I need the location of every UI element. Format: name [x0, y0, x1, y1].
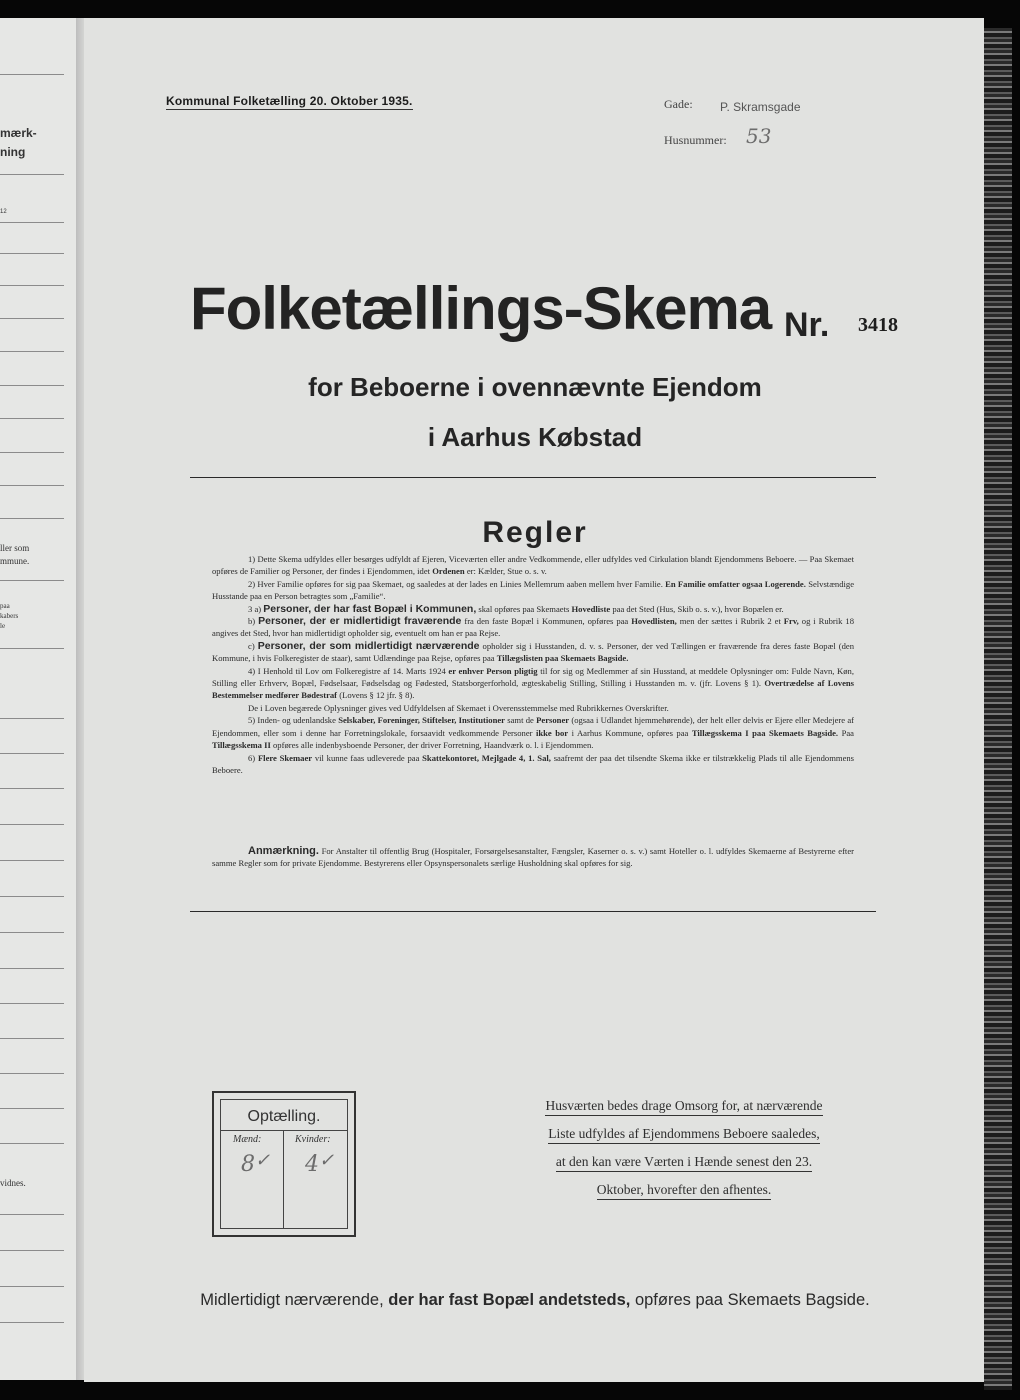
- form-line: [0, 824, 64, 825]
- count-column-divider: [283, 1130, 284, 1228]
- count-box-inner: [220, 1099, 348, 1229]
- adjacent-text: ller som: [0, 543, 30, 553]
- form-line: [0, 718, 64, 719]
- house-number-label: Husnummer:: [664, 133, 727, 147]
- adjacent-text: ning: [0, 145, 26, 159]
- form-line: [0, 1073, 64, 1074]
- form-line: [0, 580, 64, 581]
- form-line: [0, 1038, 64, 1039]
- adjacent-text: le: [0, 622, 6, 630]
- form-line: [0, 1003, 64, 1004]
- form-line: [0, 968, 64, 969]
- notice-line: Husværten bedes drage Omsorg for, at nærværende: [545, 1098, 822, 1116]
- count-title: Optælling.: [247, 1108, 321, 1125]
- house-number-value: 53: [746, 124, 772, 148]
- form-line: [0, 1214, 64, 1215]
- notice-line: at den kan være Værten i Hænde senest den 23.: [556, 1154, 812, 1172]
- form-line: [0, 648, 64, 649]
- divider-rule: [190, 911, 876, 912]
- adjacent-text: vidnes.: [0, 1178, 26, 1188]
- form-line: [0, 351, 64, 352]
- divider-rule: [190, 477, 876, 478]
- rule-3a: 3 a) Personer, der har fast Bopæl i Kommunen, skal opføres paa Skemaets Hovedliste paa det Sted (Hus, Skib o. s. v.), hvor Bopælen er.: [248, 602, 784, 615]
- count-box: [212, 1091, 356, 1237]
- census-heading: Kommunal Folketælling 20. Oktober 1935.: [166, 94, 413, 108]
- rules-heading: Regler: [482, 516, 588, 549]
- form-line: [0, 74, 64, 75]
- men-label: Mænd:: [233, 1134, 262, 1145]
- form-line: [0, 174, 64, 175]
- adjacent-text: paa: [0, 602, 10, 610]
- women-count: 4: [305, 1152, 319, 1177]
- form-line: [0, 788, 64, 789]
- book-binding: [984, 28, 1012, 1390]
- street-label: Gade:: [664, 97, 693, 111]
- check-mark-icon: ✓: [255, 1150, 271, 1171]
- rule-6: 6) Flere Skemaer vil kunne faas udleverede paa Skattekontoret, Mejlgade 4, 1. Sal, saafremt der paa det tilsendte Skema ikke er tilstrækkelig Plads til alle Ejendommens Beboere.: [212, 752, 855, 775]
- form-line: [0, 1250, 64, 1251]
- adjacent-text: 12: [0, 209, 7, 215]
- form-number: 3418: [858, 314, 898, 336]
- notice-line: Liste udfyldes af Ejendommens Beboere saaledes,: [548, 1126, 819, 1144]
- form-line: [0, 485, 64, 486]
- remark-label: Anmærkning.: [248, 845, 319, 857]
- remark-paragraph: [212, 845, 854, 870]
- number-label: Nr.: [784, 306, 830, 344]
- women-label: Kvinder:: [295, 1134, 331, 1145]
- form-line: [0, 222, 64, 223]
- form-line: [0, 418, 64, 419]
- form-line: [0, 518, 64, 519]
- form-line: [0, 753, 64, 754]
- adjacent-page: [0, 18, 80, 1380]
- form-line: [0, 385, 64, 386]
- rule-3b: b) Personer, der er midlertidigt fraværende fra den faste Bopæl i Kommunen, opføres paa Hovedlisten, men der sættes i Rubrik 2 et Frv, og i Rubrik 18 angives det Sted, hvor han midlertidigt opholder sig, eventuelt om han er paa Rejse.: [212, 615, 854, 639]
- landlord-notice: [512, 1098, 856, 1210]
- form-line: [0, 1143, 64, 1144]
- form-line: [0, 285, 64, 286]
- form-line: [0, 932, 64, 933]
- rule-4: 4) I Henhold til Lov om Folkeregistre af 14. Marts 1924 er enhver Person pligtig til for sig og Medlemmer af sin Husstand, at meddele Oplysninger om: Fulde Navn, Køn, Stilling eller Erhverv, Bopæl, Fødselsaar, Fødselsdag og Fødested, Statsborgerforhold, ægteskabelig Stilling, Stilling i Husstanden m. v. (jfr. Lovens § 1). Overtrædelse af Lovens Bestemmelser medfører Bødestraf (Lovens § 12 jfr. § 8).: [212, 665, 855, 701]
- rule-3c: c) Personer, der som midlertidigt nærværende opholder sig i Husstanden, d. v. s. Personer, der ved Tællingen er fraværende fra deres faste Bopæl (den Kommune, i hvis Folkeregister de staar), samt Udlændinge paa Rejse, opføres paa Tillægslisten paa Skemaets Bagside.: [212, 639, 855, 664]
- remark-text: For Anstalter til offentlig Brug (Hospitaler, Forsørgelsesanstalter, Fængsler, Kaserner o. s. v.) samt Hoteller o. l. udfyldes Skemaerne af Bestyrerne efter samme Regler som for private Ejendomme. Bestyrerens eller Opsynspersonalets særlige Husholdning skal opføres for sig.: [212, 846, 854, 869]
- form-line: [0, 253, 64, 254]
- footer-note: Midlertidigt nærværende, der har fast Bopæl andetsteds, opføres paa Skemaets Bagside.: [200, 1291, 870, 1309]
- form-line: [0, 1108, 64, 1109]
- form-line: [0, 452, 64, 453]
- rule-2: 2) Hver Familie opføres for sig paa Skemaet, og saaledes at der lades en Linies Mellemrum aaben mellem hver Familie. En Familie omfatter ogsaa Logerende. Selvstændige Husstande paa en Person betragtes som „Familie“.: [212, 578, 855, 602]
- form-subtitle: for Beboerne i ovennævnte Ejendom: [308, 372, 762, 402]
- street-value: P. Skramsgade: [720, 100, 801, 114]
- men-count: 8: [241, 1152, 255, 1177]
- rule-4-note: De i Loven begærede Oplysninger gives ved Udfyldelsen af Skemaet i Overensstemmelse med Rubrikkernes Overskrifter.: [248, 702, 669, 713]
- rule-1: 1) Dette Skema udfyldes eller besørges udfyldt af Ejeren, Viceværten eller andre Vedkommende, eller udfyldes ved Cirkulation blandt Ejendommens Beboere. — Paa Skemaet opføres de Familier og Personer, der findes i Ejendommen, idet Ordenen er: Kælder, Stue o. s. v.: [212, 554, 854, 577]
- form-line: [0, 1322, 64, 1323]
- form-title: Folketællings-Skema: [190, 275, 772, 342]
- adjacent-text: mmune.: [0, 556, 30, 566]
- form-line: [0, 1286, 64, 1287]
- form-line: [0, 860, 64, 861]
- check-mark-icon: ✓: [319, 1150, 335, 1171]
- adjacent-text: kabers: [0, 612, 19, 620]
- adjacent-text: mærk-: [0, 126, 37, 140]
- form-line: [0, 318, 64, 319]
- rule-5: 5) Inden- og udenlandske Selskaber, Foreninger, Stiftelser, Institutioner samt de Personer (ogsaa i Udlandet hjemmehørende), der helt eller delvis er Ejere eller Medejere af Ejendommen, eller som i denne har Forretningslokale, forsaavidt vedkommende Personer ikke bor i Aarhus Kommune, opføres paa Tillægsskema I paa Skemaets Bagside. Paa Tillægsskema II opføres alle indenbysboende Personer, der driver Forretning, Haandværk o. l. i Ejendommen.: [212, 715, 854, 751]
- count-divider: [221, 1130, 347, 1131]
- rules-text: [212, 553, 854, 776]
- form-location: i Aarhus Købstad: [427, 422, 643, 452]
- form-line: [0, 896, 64, 897]
- notice-line: Oktober, hvorefter den afhentes.: [597, 1182, 772, 1200]
